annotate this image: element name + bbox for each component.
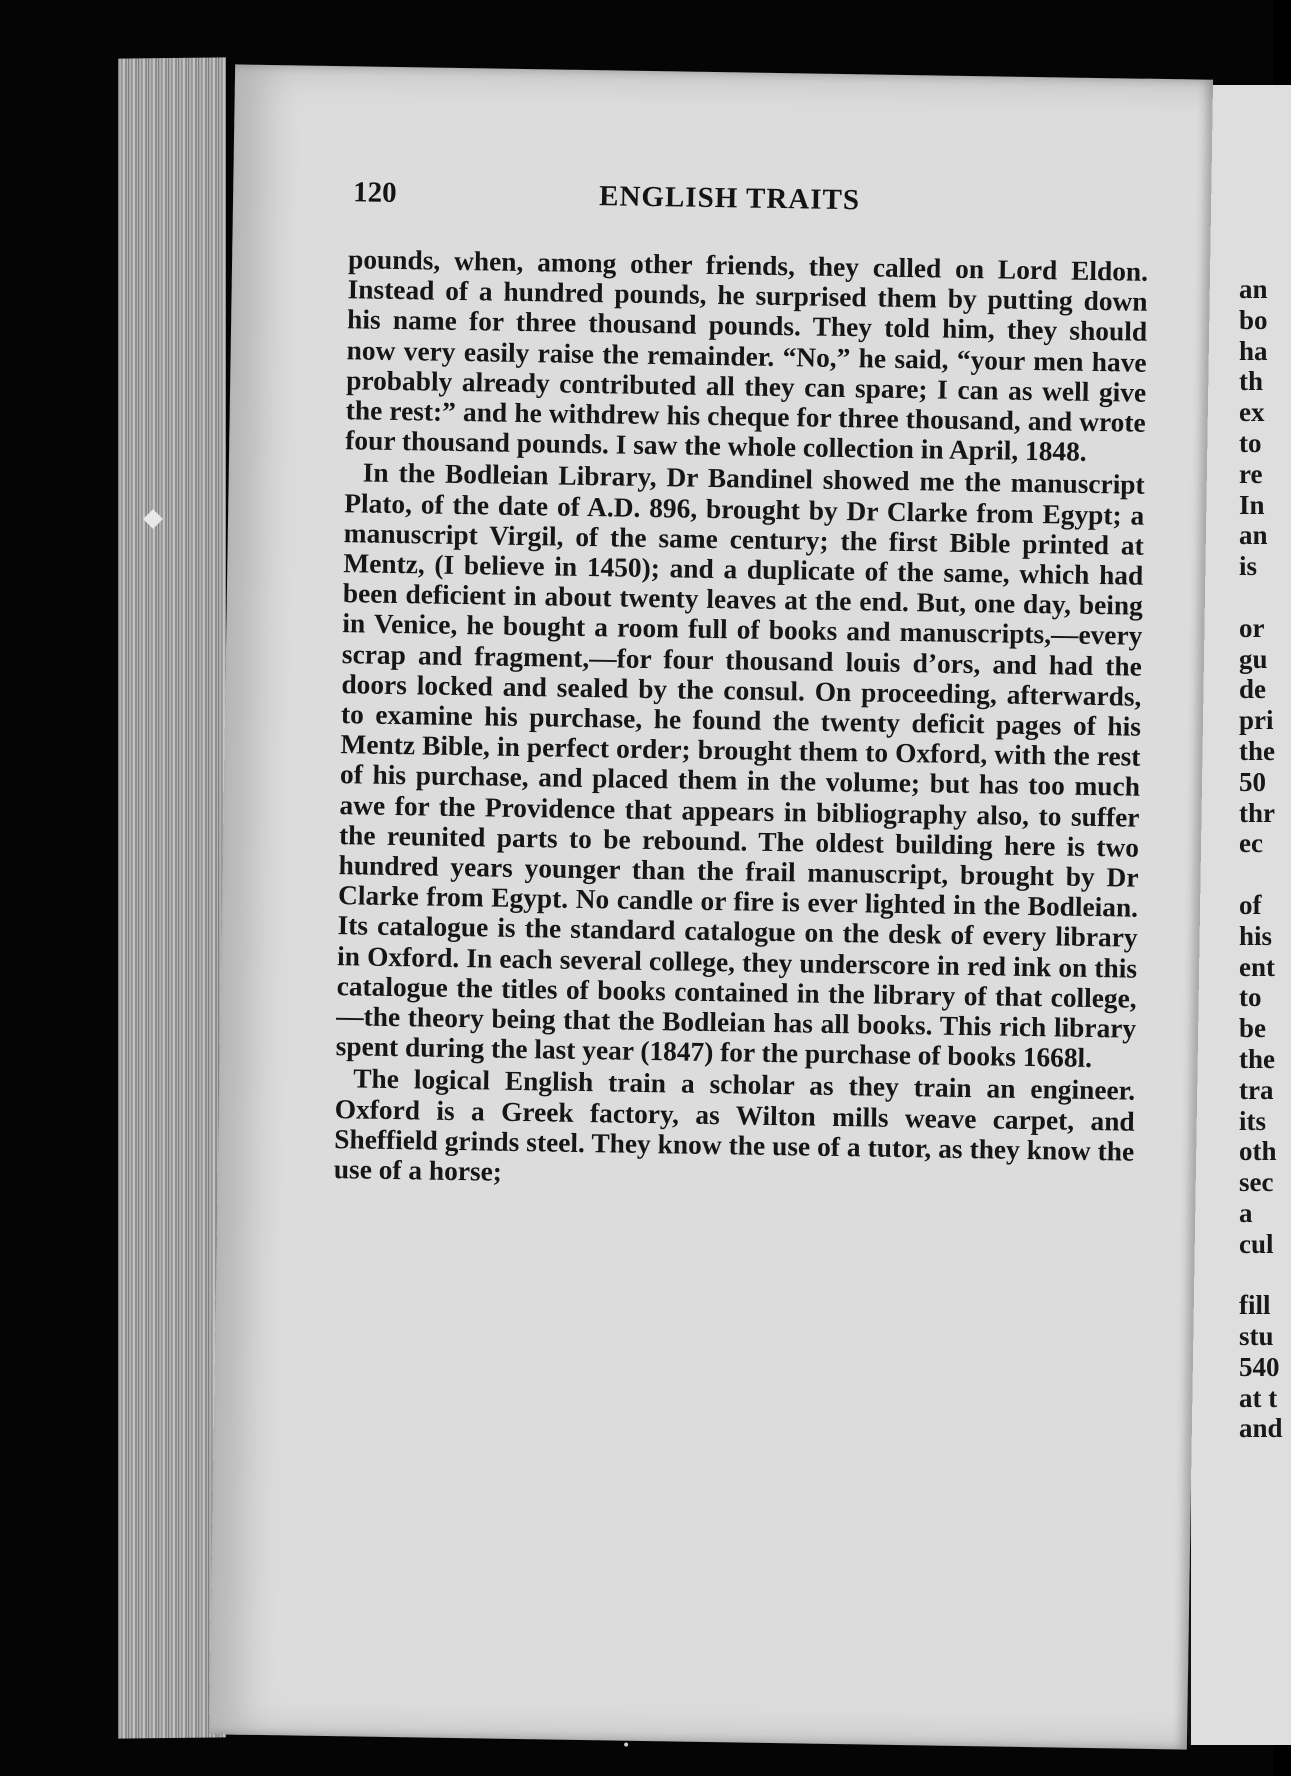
right-page-line: to — [1239, 427, 1262, 458]
right-page-line: 50 — [1239, 766, 1266, 797]
paragraph-1: pounds, when, among other friends, they called on Lord Eldon. Instead of a hundred pounds, he surprised them by putting down his name for three thousand pounds. They told him, they should now very easily raise the remainder. “No,” he said, “your men have probably already contributed all they can spare; I can as well give the rest:” and he withdrew his cheque for three thousand, and wrote four thousand pounds. I saw the whole collection in April, 1848. — [345, 244, 1149, 468]
right-page-line: thr — [1239, 797, 1275, 828]
right-page-line: the — [1239, 1043, 1275, 1074]
running-head — [352, 176, 1133, 217]
right-page-line: the — [1239, 735, 1275, 766]
page-number: 120 — [352, 176, 397, 209]
right-page-line: ha — [1239, 335, 1268, 366]
right-page-line — [1239, 1260, 1283, 1291]
right-page-line: to — [1239, 982, 1262, 1013]
right-page-line: a — [1239, 1197, 1253, 1228]
page-edges — [118, 57, 226, 1738]
right-page-line: is — [1239, 551, 1258, 582]
right-page-line: pri — [1239, 705, 1274, 736]
right-page-line: th — [1239, 366, 1264, 397]
right-page-line: bo — [1239, 304, 1268, 335]
right-page-line: de — [1239, 674, 1266, 705]
right-page-line: of — [1239, 889, 1262, 920]
paragraph-3: The logical English train a scholar as they train an engineer. Oxford is a Greek factory, as Wilton mills weave carpet, and Sheffield grinds steel. They know the use of a tutor, as they know the use of a horse; — [333, 1063, 1136, 1187]
right-page-line: its — [1239, 1105, 1266, 1136]
right-page-line: re — [1239, 458, 1263, 489]
right-page-line: be — [1239, 1013, 1266, 1044]
page-title: ENGLISH TRAITS — [598, 180, 861, 217]
right-page-line: 540 — [1239, 1351, 1280, 1382]
right-page-line: stu — [1239, 1321, 1274, 1352]
right-page-line: oth — [1239, 1136, 1277, 1167]
right-page-line: an — [1239, 274, 1268, 304]
right-page-line: In — [1239, 489, 1265, 520]
body-text — [334, 244, 1149, 1197]
right-page-line: cul — [1239, 1228, 1274, 1259]
right-page-line: ex — [1239, 397, 1265, 428]
right-page-line: ent — [1239, 951, 1275, 982]
right-page-line: his — [1239, 920, 1273, 951]
right-page-line: or — [1239, 612, 1265, 643]
right-page-line: gu — [1239, 643, 1268, 674]
bottom-speck: • — [622, 1738, 631, 1754]
right-page-fragments — [1239, 274, 1283, 1444]
right-page-line: fill — [1239, 1290, 1271, 1321]
right-page-line: at t — [1239, 1382, 1278, 1413]
right-page-line — [1239, 582, 1283, 613]
left-page — [209, 64, 1213, 1749]
paragraph-2: In the Bodleian Library, Dr Bandinel showed me the manuscript Plato, of the date of A.D. 896, brought by Dr Clarke from Egypt; a manuscript Virgil, of the same century; the first Bible printed at Mentz, (I believe in 1450); and a duplicate of the same, which had been deficient in about twenty leaves at the end. But, one day, being in Venice, he bought a room full of books and manuscripts,—every scrap and fragment,—for four thousand louis d’ors, and had the doors locked and sealed by the consul. On proceeding, afterwards, to examine his purchase, he found the twenty deficit pages of his Mentz Bible, in perfect order; brought them to Oxford, with the rest of his purchase, and placed them in the volume; but has too much awe for the Providence that appears in bibliography also, to suffer the reunited parts to be rebound. The oldest building here is two hundred years younger than the frail manuscript, brought by Dr Clarke from Egypt. No candle or fire is ever lighted in the Bodleian. Its catalogue is the standard catalogue on the desk of every library in Oxford. In each several college, they underscore in red ink on this catalogue the titles of books contained in the library of that college, —the theory being that the Bodleian has all books. This rich library spent during the last year (1847) for the purchase of books 1668l. — [335, 457, 1145, 1074]
right-page-line: ec — [1239, 828, 1263, 859]
right-page-line: tra — [1239, 1074, 1274, 1105]
right-page-line: an — [1239, 520, 1268, 551]
right-page-line — [1239, 859, 1283, 890]
right-page-line: sec — [1239, 1167, 1274, 1198]
right-page-line: and — [1239, 1413, 1283, 1444]
